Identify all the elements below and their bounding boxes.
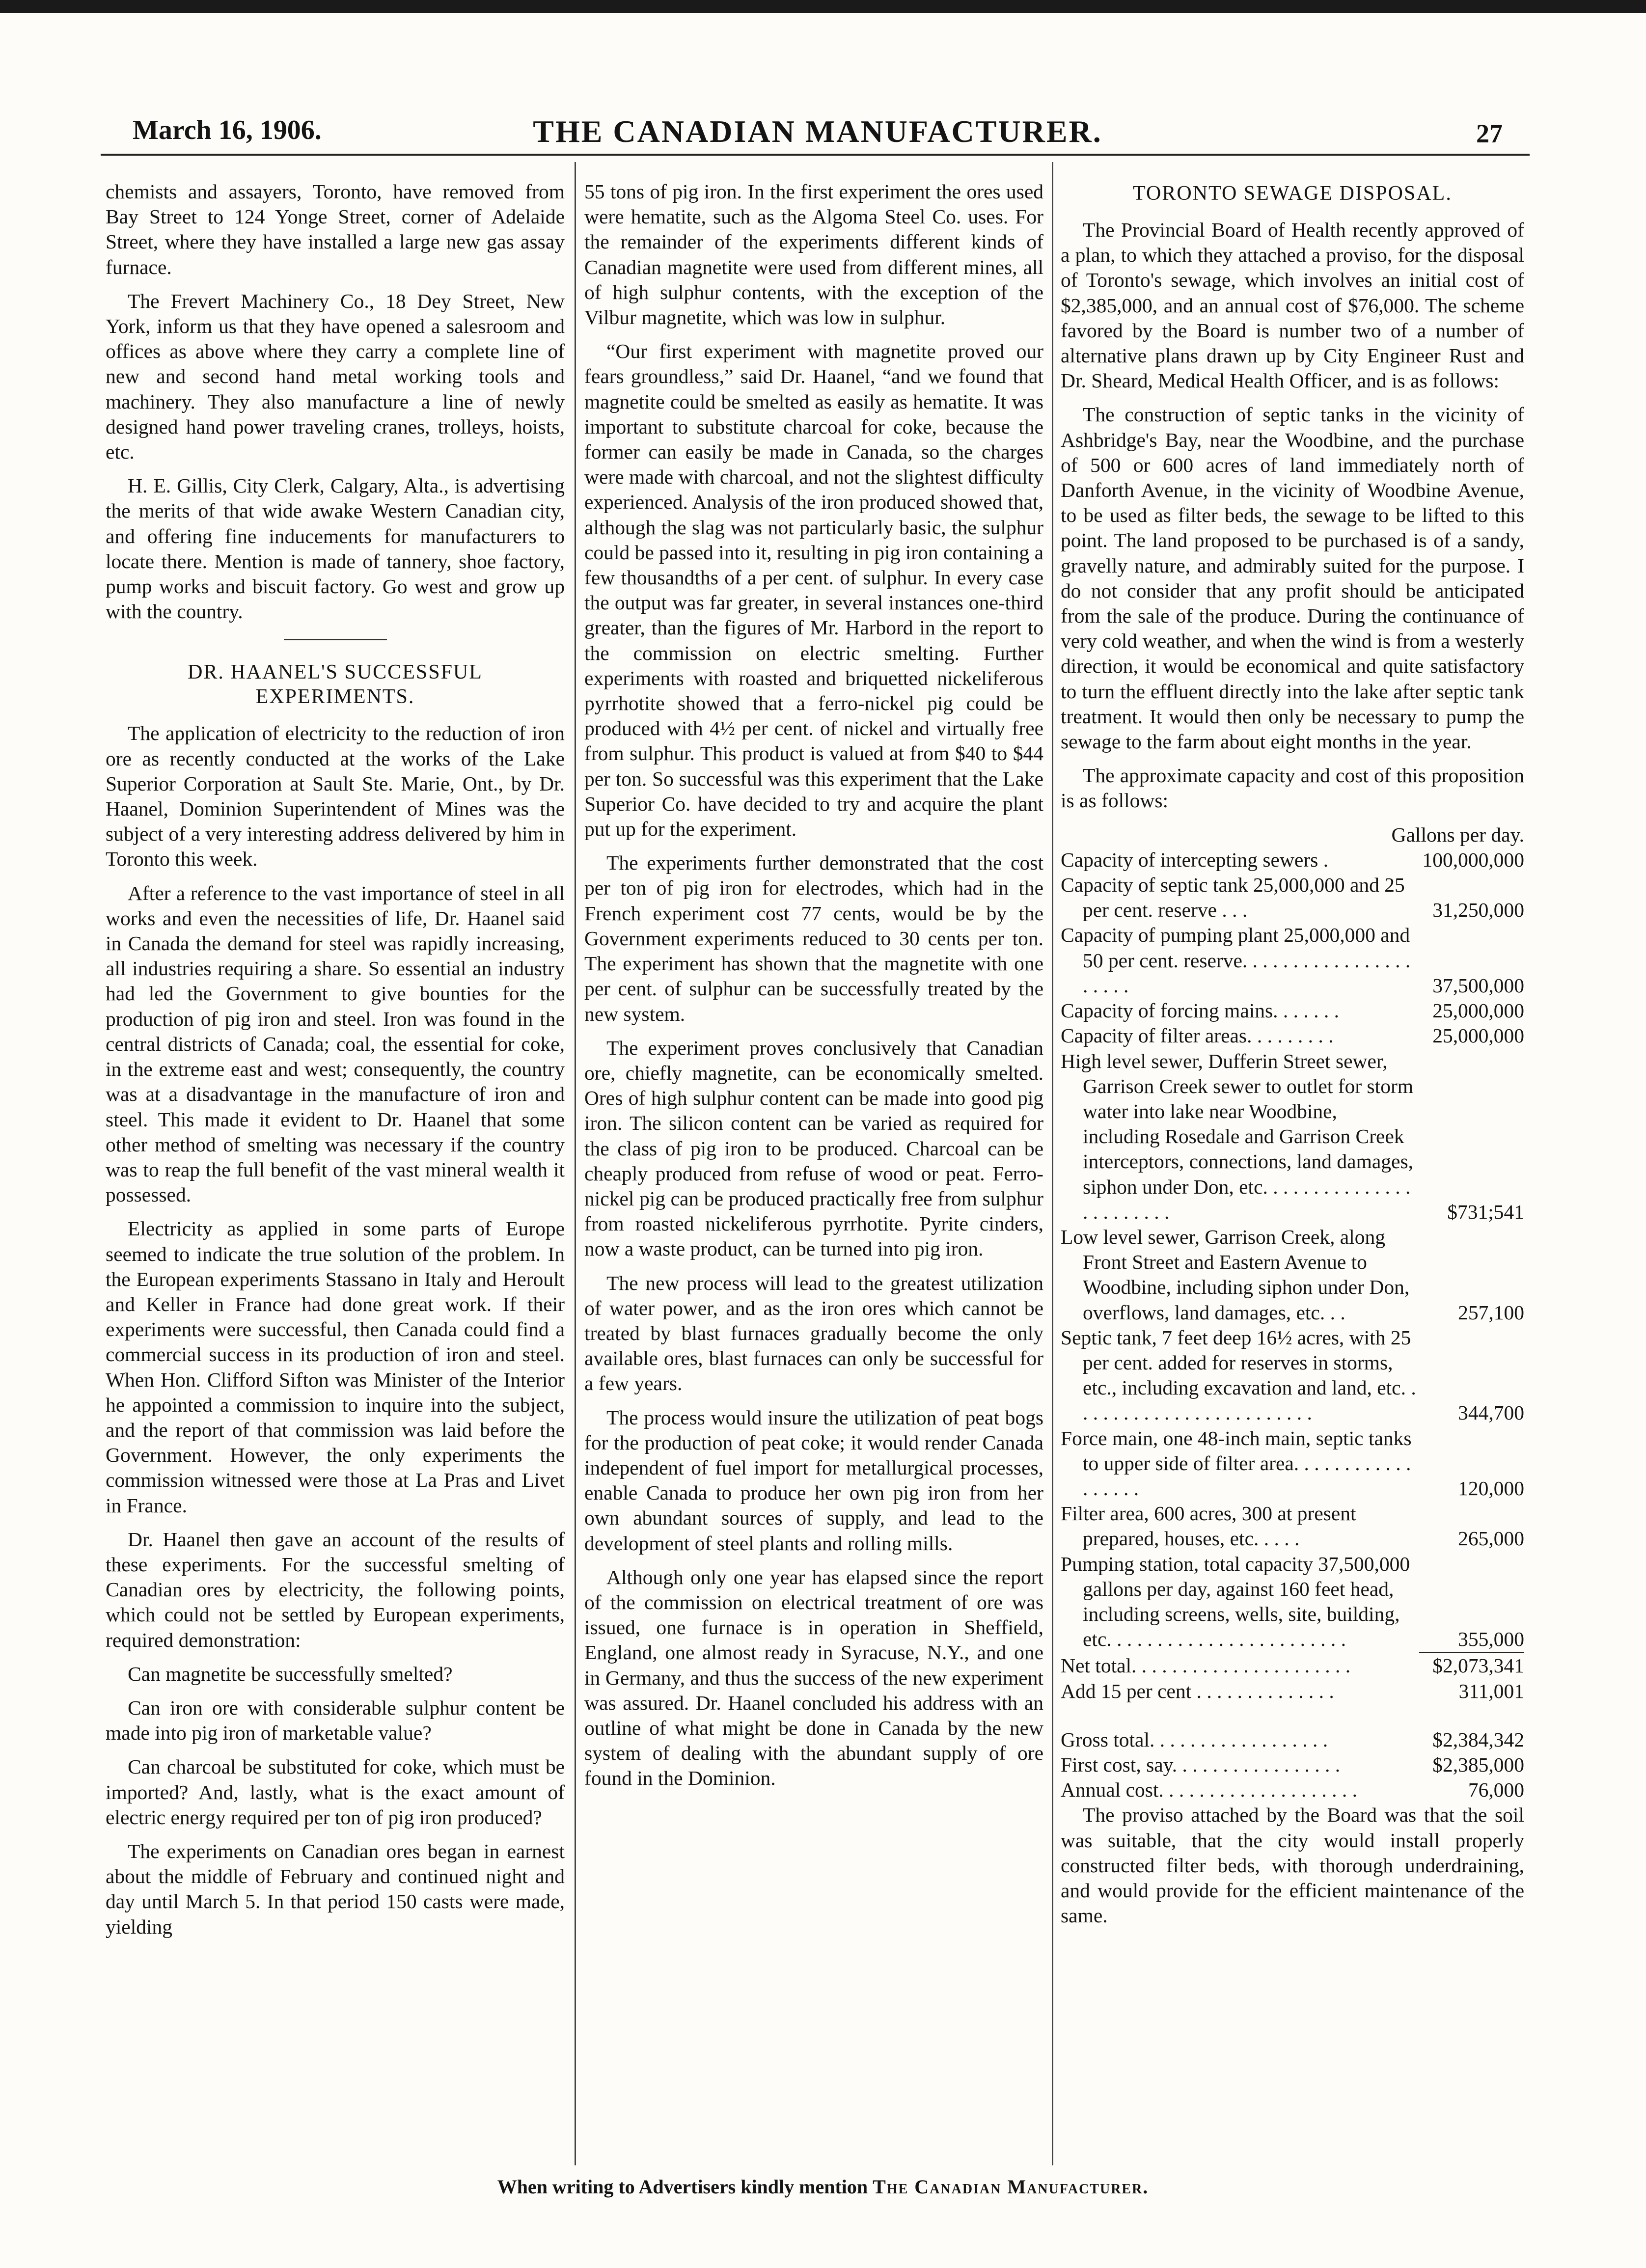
paragraph: The construction of septic tanks in the vicinity of Ashbridge's Bay, near the Woodbine, and the purchase of 500 or 600 acres of land immediately north of Danforth Avenue, in the vicinity of Woodbine Avenue, to be used as filter beds, the sewage to be lifted to this point. The land proposed to be purchased is of a sandy, gravelly nature, and admirably suited for the purpose. I do not consider that any profit should be anticipated from the sale of the produce. During the continuance of very cold weather, and when the wind is from a westerly direction, it would be economical and quite satisfactory to turn the effluent directly into the lake after septic tank treatment. It would then only be necessary to pump the sewage to the farm about eight months in the year. — [1061, 403, 1524, 753]
question: Can magnetite be successfully smelted? — [128, 1662, 453, 1685]
cost-label: Add 15 per cent . . . . . . . . . . . . . . — [1061, 1679, 1334, 1702]
first-cost-row — [1061, 1752, 1524, 1777]
cost-amount: 311,001 — [1458, 1679, 1524, 1702]
paragraph: chemists and assayers, Toronto, have removed from Bay Street to 124 Yonge Street, corner of Adelaide Street, where they have installed a large new gas assay furnace. — [106, 180, 565, 278]
cost-amount: 37,500,000 — [1432, 974, 1524, 997]
scan-top-edge — [0, 0, 1646, 13]
article-heading: TORONTO SEWAGE DISPOSAL. — [1133, 182, 1452, 205]
cost-label: Septic tank, 7 feet deep 16½ acres, with 25 per cent. added for reserves in storms, etc., including excavation and land, etc. . . . . . . . . . . . . . . . . . . . . . . . . — [1061, 1326, 1416, 1424]
question: Can iron ore with considerable sulphur content be made into pig iron of marketable value? — [106, 1696, 565, 1745]
cost-amount: 100,000,000 — [1422, 848, 1524, 871]
column-divider — [575, 162, 576, 2165]
cost-row — [1061, 873, 1524, 923]
spacer — [1061, 1704, 1524, 1727]
cost-row — [1061, 1501, 1524, 1551]
paragraph: The approximate capacity and cost of this proposition is as follows: — [1061, 764, 1524, 812]
cost-label: High level sewer, Dufferin Street sewer, Garrison Creek sewer to outlet for storm water into lake near Woodbine, including Rosedale and Garrison Creek interceptors, connections, land damages, siphon under Don, etc. . . . . . . . . . . . . . . . . . . . . . . . — [1061, 1049, 1414, 1223]
cost-row — [1061, 1426, 1524, 1502]
paragraph: H. E. Gillis, City Clerk, Calgary, Alta., is advertising the merits of that wide awake Western Canadian city, and offering fine inducements for manufacturers to locate there. Mention is made of tannery, shoe factory, pump works and biscuit factory. Go west and grow up with the country. — [106, 474, 565, 623]
cost-row — [1061, 923, 1524, 998]
net-total-row — [1061, 1652, 1524, 1678]
page-header — [133, 110, 1503, 164]
cost-row — [1061, 1325, 1524, 1426]
cost-amount: 25,000,000 — [1432, 999, 1524, 1022]
paragraph: The application of electricity to the reduction of iron ore as recently conducted at the works of the Lake Superior Corporation at Sault Ste. Marie, Ont., by Dr. Haanel, Dominion Superintendent of Mines was the subject of a very interesting address delivered by him in Toronto this week. — [106, 722, 565, 871]
issue-date: March 16, 1906. — [133, 115, 322, 145]
footer-publication: The Canadian Manufacturer. — [873, 2176, 1149, 2198]
footer-text: When writing to Advertisers kindly mention — [497, 2176, 868, 2198]
cost-label: Capacity of intercepting sewers . — [1061, 848, 1329, 871]
cost-label: Force main, one 48-inch main, septic tanks to upper side of filter area. . . . . . . . . . . . . . . . . . — [1061, 1426, 1412, 1500]
cost-label: Annual cost. . . . . . . . . . . . . . . . . . . . — [1061, 1778, 1358, 1802]
cost-amount: 265,000 — [1458, 1527, 1524, 1550]
paragraph: 55 tons of pig iron. In the first experiment the ores used were hematite, such as the Algoma Steel Co. uses. For the remainder of the experiments different kinds of Canadian magnetite were used from different mines, all of high sulphur contents, with the exception of the Vilbur magnetite, which was low in sulphur. — [584, 180, 1043, 329]
cost-amount: 355,000 — [1458, 1628, 1524, 1651]
cost-label: Capacity of forcing mains. . . . . . . — [1061, 999, 1340, 1022]
paragraph: The new process will lead to the greatest utilization of water power, and as the iron ores which cannot be treated by blast furnaces gradually become the only available ores, blast furnaces can only be successful for a few years. — [584, 1271, 1043, 1395]
cost-amount: $731;541 — [1447, 1200, 1524, 1223]
cost-row — [1061, 1049, 1524, 1225]
article-heading: DR. HAANEL'S SUCCESSFUL EXPERIMENTS. — [188, 661, 483, 709]
column-2 — [584, 179, 1043, 1800]
cost-label: Pumping station, total capacity 37,500,000 gallons per day, against 160 feet head, including screens, wells, site, building, etc. . . . . . . . . . . . . . . . . . . . . . . . — [1061, 1552, 1410, 1651]
section-separator — [284, 639, 387, 640]
cost-amount: 344,700 — [1458, 1401, 1524, 1424]
paragraph: The Provincial Board of Health recently approved of a plan, to which they attached a proviso, for the disposal of Toronto's sewage, which involves an initial cost of $2,385,000, and an annual cost of $76,000. The scheme favored by the Board is number two of a number of alternative plans drawn up by City Engineer Rust and Dr. Sheard, Medical Health Officer, and is as follows: — [1061, 219, 1524, 392]
cost-amount: $2,384,342 — [1432, 1728, 1524, 1751]
cost-amount: 257,100 — [1458, 1301, 1524, 1324]
cost-label: Capacity of filter areas. . . . . . . . . — [1061, 1024, 1334, 1047]
gross-total-row — [1061, 1727, 1524, 1752]
cost-label: Gross total. . . . . . . . . . . . . . . . . . — [1061, 1728, 1328, 1751]
column-divider — [1052, 162, 1053, 2165]
column-1 — [106, 179, 565, 1948]
cost-amount: 76,000 — [1468, 1778, 1524, 1802]
paragraph: Dr. Haanel then gave an account of the results of these experiments. For the successful smelting of Canadian ores by electricity, the following points, which could not be settled by European experiments, required demonstration: — [106, 1528, 565, 1651]
header-rule — [101, 154, 1530, 156]
page-number: 27 — [1476, 119, 1503, 148]
cost-row — [1061, 1552, 1524, 1652]
cost-label: Capacity of pumping plant 25,000,000 and 50 per cent. reserve. . . . . . . . . . . . . . . . . . . . . . — [1061, 924, 1411, 997]
cost-row — [1061, 1225, 1524, 1325]
cost-table — [1061, 847, 1524, 1803]
cost-amount: $2,385,000 — [1432, 1753, 1524, 1776]
paragraph: Electricity as applied in some parts of Europe seemed to indicate the true solution of the problem. In the European experiments Stassano in Italy and Heroult and Keller in France had done great work. If their experiments were successful, then Canada could find a commercial success in its production of iron and steel. When Hon. Clifford Sifton was Minister of the Interior he appointed a commission to inquire into the subject, and the report of that commission was laid before the Government. However, the only experiments the commission witnessed were those at La Pras and Livet in France. — [106, 1217, 565, 1517]
cost-table-header: Gallons per day. — [1391, 823, 1524, 846]
cost-label: Filter area, 600 acres, 300 at present prepared, houses, etc. . . . . — [1061, 1502, 1356, 1550]
cost-amount: $2,073,341 — [1419, 1652, 1524, 1678]
cost-label: Capacity of septic tank 25,000,000 and 25 per cent. reserve . . . — [1061, 874, 1405, 922]
paragraph: Although only one year has elapsed since the report of the commission on electrical treatment of ore was issued, one furnace is in operation in Sheffield, England, one almost ready in Syracuse, N.Y., and one in Germany, and thus the success of the new experiment was assured. Dr. Haanel concluded his address with an outline of what might be done in Canada by the new system of dealing with the abundant supply of ore found in the Dominion. — [584, 1565, 1043, 1790]
paragraph: After a reference to the vast importance of steel in all works and even the necessities of life, Dr. Haanel said in Canada the demand for steel was rapidly increasing, all industries requiring a share. So essential an industry had led the Government to give bounties for the production of pig iron and steel. Iron was found in the central districts of Canada; coal, the essential for coke, in the extreme east and west; consequently, the country was at a disadvantage in the manufacture of iron and steel. This made it evident to Dr. Haanel that some other method of smelting was necessary if the country was to reap the full benefit of the vast mineral wealth it possessed. — [106, 881, 565, 1206]
cost-label: Low level sewer, Garrison Creek, along Front Street and Eastern Avenue to Woodbine, including siphon under Don, overflows, land damages, etc. . . — [1061, 1225, 1410, 1324]
cost-amount: 25,000,000 — [1432, 1024, 1524, 1047]
paragraph: The process would insure the utilization of peat bogs for the production of peat coke; it would render Canada independent of fuel import for metallurgical processes, enable Canada to produce her own pig iron from her own abundant sources of supply, and lead to the development of steel plants and rolling mills. — [584, 1406, 1043, 1555]
paragraph: The experiments on Canadian ores began in earnest about the middle of February and continued night and day until March 5. In that period 150 casts were made, yielding — [106, 1839, 565, 1938]
paragraph: The experiment proves conclusively that Canadian ore, chiefly magnetite, can be economically smelted. Ores of high sulphur content can be made into good pig iron. The silicon content can be varied as required for the class of pig iron to be produced. Charcoal can be cheaply produced from refuse of wood or peat. Ferro-nickel pig can be produced practically free from sulphur from roasted nickeliferous pyrrhotite. Pyrite cinders, now a waste product, can be turned into pig iron. — [584, 1036, 1043, 1260]
cost-label: Net total. . . . . . . . . . . . . . . . . . . . . . — [1061, 1654, 1351, 1677]
cost-label: First cost, say. . . . . . . . . . . . . . . . . — [1061, 1753, 1341, 1776]
cost-amount: 31,250,000 — [1432, 899, 1524, 922]
cost-row — [1061, 1023, 1524, 1048]
paragraph: The proviso attached by the Board was that the soil was suitable, that the city would install properly constructed filter beds, with thorough underdraining, and would provide for the efficient maintenance of the same. — [1061, 1803, 1524, 1927]
cost-row — [1061, 998, 1524, 1023]
cost-amount: 120,000 — [1458, 1476, 1524, 1500]
paragraph: “Our first experiment with magnetite proved our fears groundless,” said Dr. Haanel, “and we found that magnetite could be smelted as easily as hematite. It was important to substitute charcoal for coke, because the former can easily be made in Canada, so the charges were made with charcoal, and not the slightest difficulty experienced. Analysis of the iron produced showed that, although the slag was not particularly basic, the sulphur could be passed into it, resulting in pig iron containing a few thousandths of a per cent. of sulphur. In every case the output was far greater, in several instances one-third greater, than the figures of Mr. Harbord in the report to the commission on electric smelting. Further experiments with roasted and briquetted nickeliferous pyrrhotite showed that a ferro-nickel pig could be produced with 4½ per cent. of nickel and virtually free from sulphur. This product is valued at from $40 to $44 per ton. So successful was this experiment that the Lake Superior Co. have decided to try and acquire the plant put up for the experiment. — [584, 340, 1043, 841]
publication-title: THE CANADIAN MANUFACTURER. — [533, 114, 1102, 149]
annual-cost-row — [1061, 1777, 1524, 1803]
paragraph: The experiments further demonstrated that the cost per ton of pig iron for electrodes, which had in the French experiment cost 77 cents, would be by the Government experiments reduced to 30 cents per ton. The experiment has shown that the magnetite with one per cent. of sulphur can be successfully treated by the new system. — [584, 851, 1043, 1025]
question: Can charcoal be substituted for coke, which must be imported? And, lastly, what is the exact amount of electric energy required per ton of pig iron produced? — [106, 1755, 565, 1829]
add-percent-row — [1061, 1679, 1524, 1704]
page-footer — [0, 2175, 1646, 2198]
column-3 — [1061, 179, 1524, 1937]
paragraph: The Frevert Machinery Co., 18 Dey Street, New York, inform us that they have opened a salesroom and offices as above where they carry a complete line of new and second hand metal working tools and machinery. They also manufacture a line of newly designed hand power traveling cranes, trolleys, hoists, etc. — [106, 289, 565, 464]
cost-row — [1061, 847, 1524, 873]
